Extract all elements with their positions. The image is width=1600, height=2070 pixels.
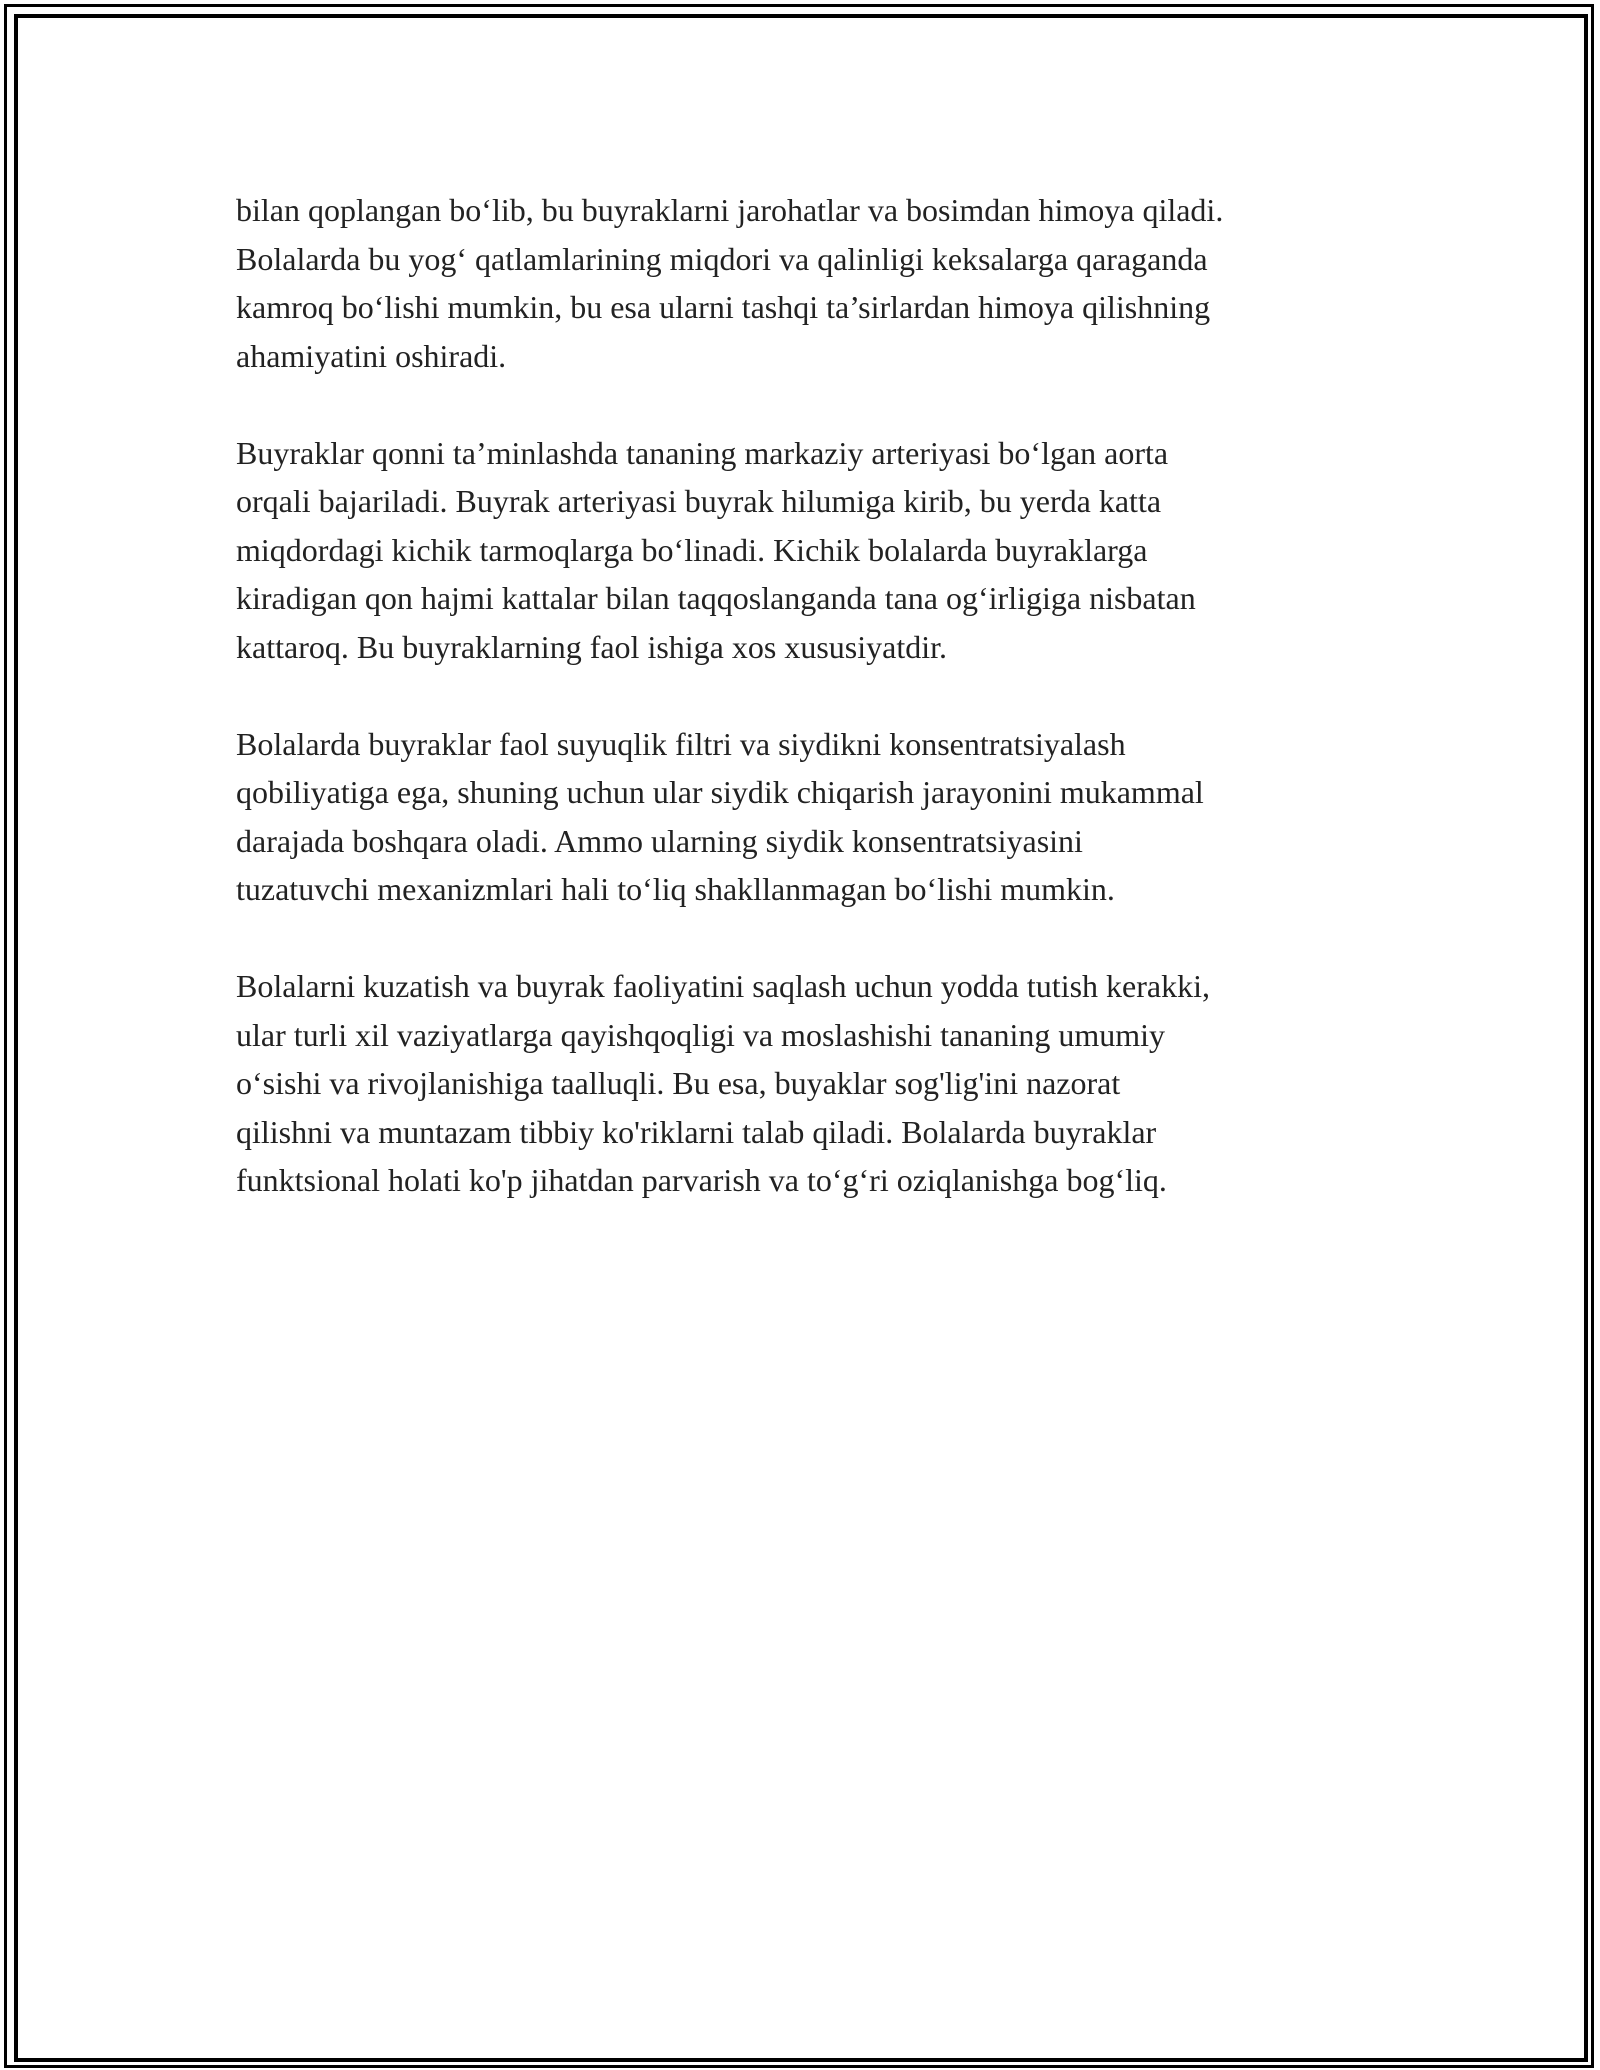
text-line: Buyraklar qonni ta’minlashda tananing markaziy arteriyasi bo‘lgan aorta bbox=[236, 434, 1169, 471]
text-line: Bolalarni kuzatish va buyrak faoliyatini saqlash uchun yodda tutish kerakki, bbox=[236, 968, 1210, 1004]
text-line: ahamiyatini oshiradi. bbox=[236, 337, 507, 374]
text-line: orqali bajariladi. Buyrak arteriyasi buyrak hilumiga kirib, bu yerda katta bbox=[236, 483, 1162, 519]
text-line: tuzatuvchi mexanizmlari hali to‘liq shakllanmagan bo‘lishi mumkin. bbox=[236, 871, 1115, 907]
text-line: kiradigan qon hajmi kattalar bilan taqqoslanganda tana og‘irligiga nisbatan bbox=[236, 580, 1196, 616]
text-line: o‘sishi va rivojlanishiga taalluqli. Bu esa, buyaklar sog'lig'ini nazorat bbox=[236, 1065, 1121, 1101]
text-line: darajada boshqara oladi. Ammo ularning siydik konsentratsiyasini bbox=[236, 822, 1083, 859]
text-line: Bolalarda bu yog‘ qatlamlarining miqdori va qalinligi keksalarga qaraganda bbox=[236, 240, 1208, 277]
text-line: funktsional holati ko'p jihatdan parvarish va to‘g‘ri oziqlanishga bog‘liq. bbox=[236, 1162, 1167, 1198]
text-line: Bolalarda buyraklar faol suyuqlik filtri va siydikni konsentratsiyalash bbox=[236, 725, 1126, 762]
document-body bbox=[236, 186, 1376, 1253]
paragraph-4 bbox=[236, 962, 1376, 1205]
text-line: kattaroq. Bu buyraklarning faol ishiga xos xususiyatdir. bbox=[236, 628, 947, 665]
paragraph-2 bbox=[236, 429, 1376, 672]
text-line: qobiliyatiga ega, shuning uchun ular siydik chiqarish jarayonini mukammal bbox=[236, 774, 1204, 810]
text-line: bilan qoplangan bo‘lib, bu buyraklarni jarohatlar va bosimdan himoya qiladi. bbox=[236, 192, 1224, 228]
text-line: kamroq bo‘lishi mumkin, bu esa ularni tashqi ta’sirlardan himoya qilishning bbox=[236, 289, 1211, 325]
text-line: ular turli xil vaziyatlarga qayishqoqligi va moslashishi tananing umumiy bbox=[236, 1016, 1166, 1053]
text-line: qilishni va muntazam tibbiy ko'riklarni talab qiladi. Bolalarda buyraklar bbox=[236, 1113, 1157, 1150]
paragraph-1 bbox=[236, 186, 1376, 380]
paragraph-3 bbox=[236, 720, 1376, 914]
text-line: miqdordagi kichik tarmoqlarga bo‘linadi. Kichik bolalarda buyraklarga bbox=[236, 531, 1148, 568]
